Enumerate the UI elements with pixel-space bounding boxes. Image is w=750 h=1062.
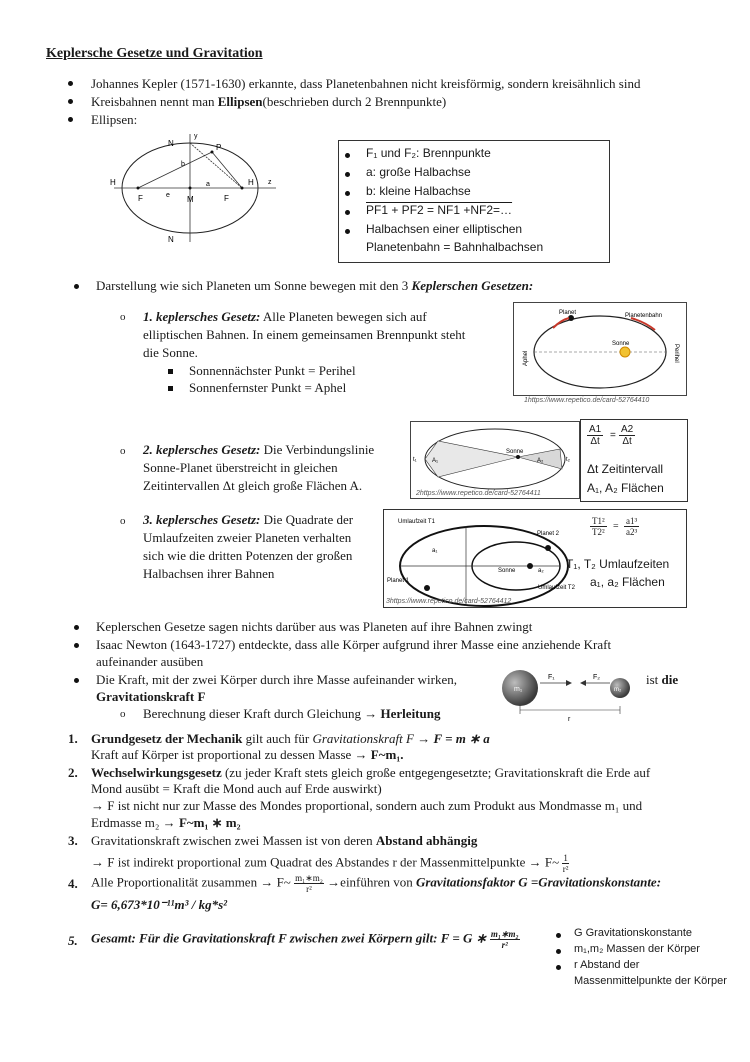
law3-box-line-1: T₁, T₂ Umlaufzeiten [566,557,670,571]
law2-a1-label: A₁ [432,458,439,464]
bullet [74,625,79,630]
ellipse-info-4: PF1 + PF2 = NF1 +NF2=… [366,203,513,217]
circle-bullet: o [120,708,126,720]
ellipse-info-1: F₁ und F₂: Brennpunkte [366,146,491,160]
step-5-fraction: $\frac{\text{m₁∗m₂}}{\text{r²}}$ [490,929,519,950]
masses-m2-label: m₂ [614,687,622,693]
law3-frac-1 [590,516,607,537]
bullet [345,172,350,177]
law2-frac-2-den: Δt [622,436,632,447]
bullet [556,949,561,954]
law1-aphel-label: Aphel [523,350,529,366]
bullet [74,678,79,683]
step-number: 3. [68,833,78,848]
law1-line-1: 1. keplersches Gesetz: Alle Planeten bewegen sich auf [143,309,427,324]
law1-perihel-label: Perihel [673,344,679,363]
law3-box-line-2: a₁, a₂ Flächen [590,575,665,589]
law2-box-line-2: A₁, A₂ Flächen [587,481,664,495]
circle-bullet: o [120,311,126,323]
ellipse-info-6: Planetenbahn = Bahnhalbachsen [366,240,544,254]
masses-f2-label: F₂ [593,674,600,681]
label-a: a [206,181,210,188]
label-m: M [187,195,194,204]
law3-a1-label: a₁ [432,548,438,554]
step-2-line-4: Erdmasse m₂ → F~m₁ ∗ m₂ [91,815,241,830]
law3-frac-1-den: T2² [592,527,605,537]
legend-line-3: r Abstand der [574,959,640,971]
bullet [556,933,561,938]
law3-equals: = [613,521,619,532]
step-2-line-2: Mond ausübt = Kraft die Mond auch auf Erde auswirkt) [91,781,382,796]
intro-line-3: Ellipsen: [91,112,138,127]
bullet [345,229,350,234]
label-f1: F [138,194,143,203]
label-h2: H [248,178,254,187]
law1-line-3: die Sonne. [143,345,198,360]
intro-line-1: Johannes Kepler (1571-1630) erkannte, dass Planetenbahnen nicht kreisförmig, sondern kreisähnlich sind [91,76,641,91]
law1-planet-label: Planet [559,310,577,316]
law3-line-3: sich wie die dritten Potenzen der großen [143,548,353,563]
after-line-4: Die Kraft, mit der zwei Körper durch ihre Masse aufeinander wirken, [96,672,457,687]
law2-line-3: Zeitintervallen Δt gleich große Flächen A. [143,478,363,493]
step-4-line-2: G= 6,673*10⁻¹¹m³ / kg*s² [91,897,228,912]
law3-frac-2 [624,516,639,537]
law3-line-1: 3. keplersches Gesetz: Die Quadrate der [143,512,354,527]
law3-ut1-label: Umlaufzeit T1 [398,519,435,525]
law3-sonne-label: Sonne [498,568,516,574]
law3-frac-2-num: a1³ [626,516,638,526]
step-3-fraction: $\frac{1}{\text{r²}}$ [562,853,569,874]
label-h1: H [110,178,116,187]
law2-frac-1-num: A1 [589,424,602,435]
law1-line-2: elliptischen Bahnen. In einem gemeinsamen Brennpunkt steht [143,327,466,342]
bullet [345,153,350,158]
step-number: 2. [68,765,78,780]
bullet [345,210,350,215]
law2-formula-box [580,419,688,502]
law2-frac-2 [619,424,635,447]
after-line-6: Berechnung dieser Kraft durch Gleichung → Herleitung [143,706,441,721]
law2-line-2: Sonne-Planet überstreicht in gleichen [143,460,338,475]
law2-frac-1 [587,424,603,447]
after-line-3: aufeinander ausüben [96,654,204,669]
legend-line-1: G Gravitationskonstante [574,927,693,939]
law3-line-4: Halbachsen ihrer Bahnen [143,566,275,581]
step-5-line: Gesamt: Für die Gravitationskraft F zwischen zwei Körpern gilt: F = G ∗ $\frac{\text{m₁∗m₂}}{\text{r²}}$ [91,929,519,950]
step-2-line-3: → F ist nicht nur zur Masse des Mondes proportional, sondern auch zum Produkt aus Mondmasse m₁ und [91,798,643,813]
ellipse-diagram [108,128,288,250]
label-b: b [181,161,185,168]
bullet [556,965,561,970]
law2-frac-2-num: A2 [621,424,634,435]
bullet [68,99,73,104]
label-n2: N [168,235,174,244]
law1-sub-2: Sonnenfernster Punkt = Aphel [189,380,347,395]
law1-orbit-image [513,302,687,396]
bullet [74,643,79,648]
after-line-5: Gravitationskraft F [96,689,206,704]
step-number: 4. [68,876,78,891]
ellipse-info-box [338,140,610,263]
law2-sonne-label: Sonne [506,449,524,455]
law2-t1-label: t₁ [413,457,417,463]
square-bullet [168,369,173,374]
circle-bullet: o [120,515,126,527]
law2-source: 2https://www.repetico.de/card-52764411 [416,490,541,497]
law3-frac-1-num: T1² [592,516,605,526]
law3-frac-2-den: a2³ [626,527,638,537]
intro-line-2: Kreisbahnen nennt man Ellipsen(beschrieben durch 2 Brennpunkte) [91,94,447,109]
darstellung-line: Darstellung wie sich Planeten um Sonne bewegen mit den 3 Keplerschen Gesetzen: [96,278,534,293]
legend-line-4: Massenmittelpunkte der Körper [574,975,727,987]
law1-sonne-label: Sonne [612,341,630,347]
step-4-fraction: $\frac{\text{m₁∗m₂}}{\text{r²}}$ [295,873,323,894]
ellipse-info-2: a: große Halbachse [366,165,471,179]
ellipse-info-3: b: kleine Halbachse [366,184,471,198]
page-title: Keplersche Gesetze und Gravitation [46,46,263,61]
law3-p1-label: Planet 1 [387,578,410,584]
circle-bullet: o [120,445,126,457]
law3-box [383,509,687,608]
step-2-line-1: Wechselwirkungsgesetz (zu jeder Kraft stets gleich große entgegengesetzte; Gravitationskraft die Erde auf [91,765,651,780]
law2-equals: = [610,430,616,441]
after-line-2: Isaac Newton (1643-1727) entdeckte, dass alle Körper aufgrund ihrer Masse eine anziehende Kraft [96,637,612,652]
masses-f1-label: F₁ [548,674,555,681]
law2-box-line-1: Δt Zeitintervall [587,462,664,476]
label-p: P [216,143,222,152]
law2-area-image [410,421,580,499]
law1-sub-1: Sonnennächster Punkt = Perihel [189,363,356,378]
label-e: e [166,192,170,199]
law1-source: 1https://www.repetico.de/card-52764410 [524,397,650,404]
law3-ut2-label: Umlaufzeit T2 [538,585,575,591]
label-z: z [268,179,272,186]
after-line-1: Keplerschen Gesetze sagen nichts darüber aus was Planeten auf ihre Bahnen zwingt [96,619,533,634]
law2-frac-1-den: Δt [590,436,600,447]
law2-line-1: 2. keplersches Gesetz: Die Verbindungslinie [143,442,375,457]
step-number: 5. [68,933,78,948]
masses-image [498,666,638,724]
law3-a2-label: a₂ [538,568,544,574]
masses-r-label: r [568,716,571,723]
ellipse-info-5: Halbachsen einer elliptischen [366,222,523,236]
bullet [74,284,79,289]
law1-bahn-label: Planetenbahn [625,313,663,319]
law3-line-2: Umlaufzeiten zweier Planeten verhalten [143,530,352,545]
step-number: 1. [68,731,78,746]
label-f2: F [224,194,229,203]
step-4-line-1: Alle Proportionalität zusammen → F~ $\frac{\text{m₁∗m₂}}{\text{r²}}$ →einführen von Gravitationsfaktor G =Gravitationskonstante: [91,873,662,894]
legend-line-2: m₁,m₂ Massen der Körper [574,943,700,955]
label-y: y [194,133,198,140]
step-1-line-1: Grundgesetz der Mechanik gilt auch für Gravitationskraft F → F = m ∗ a [91,731,490,746]
after-line-4b: ist die [646,672,679,687]
square-bullet [168,386,173,391]
label-n1: N [168,139,174,148]
law3-orbit-image [384,510,575,607]
step-3-line-2: → F ist indirekt proportional zum Quadrat des Abstandes r der Massenmittelpunkte → F~ $\frac{1}{\text{r²}}$ [91,853,569,874]
bullet [68,117,73,122]
bullet [345,191,350,196]
step-1-line-2: Kraft auf Körper ist proportional zu dessen Masse → F~m₁. [91,747,404,762]
law2-t2-label: t₂ [566,457,570,463]
masses-m1-label: m₁ [514,686,523,693]
law3-source: 3https://www.repetico.de/card-52764412 [386,598,512,605]
step-3-line-1: Gravitationskraft zwischen zwei Massen ist von deren Abstand abhängig [91,833,478,848]
law2-a2-label: A₂ [537,458,544,464]
bullet [68,81,73,86]
law3-p2-label: Planet 2 [537,531,560,537]
